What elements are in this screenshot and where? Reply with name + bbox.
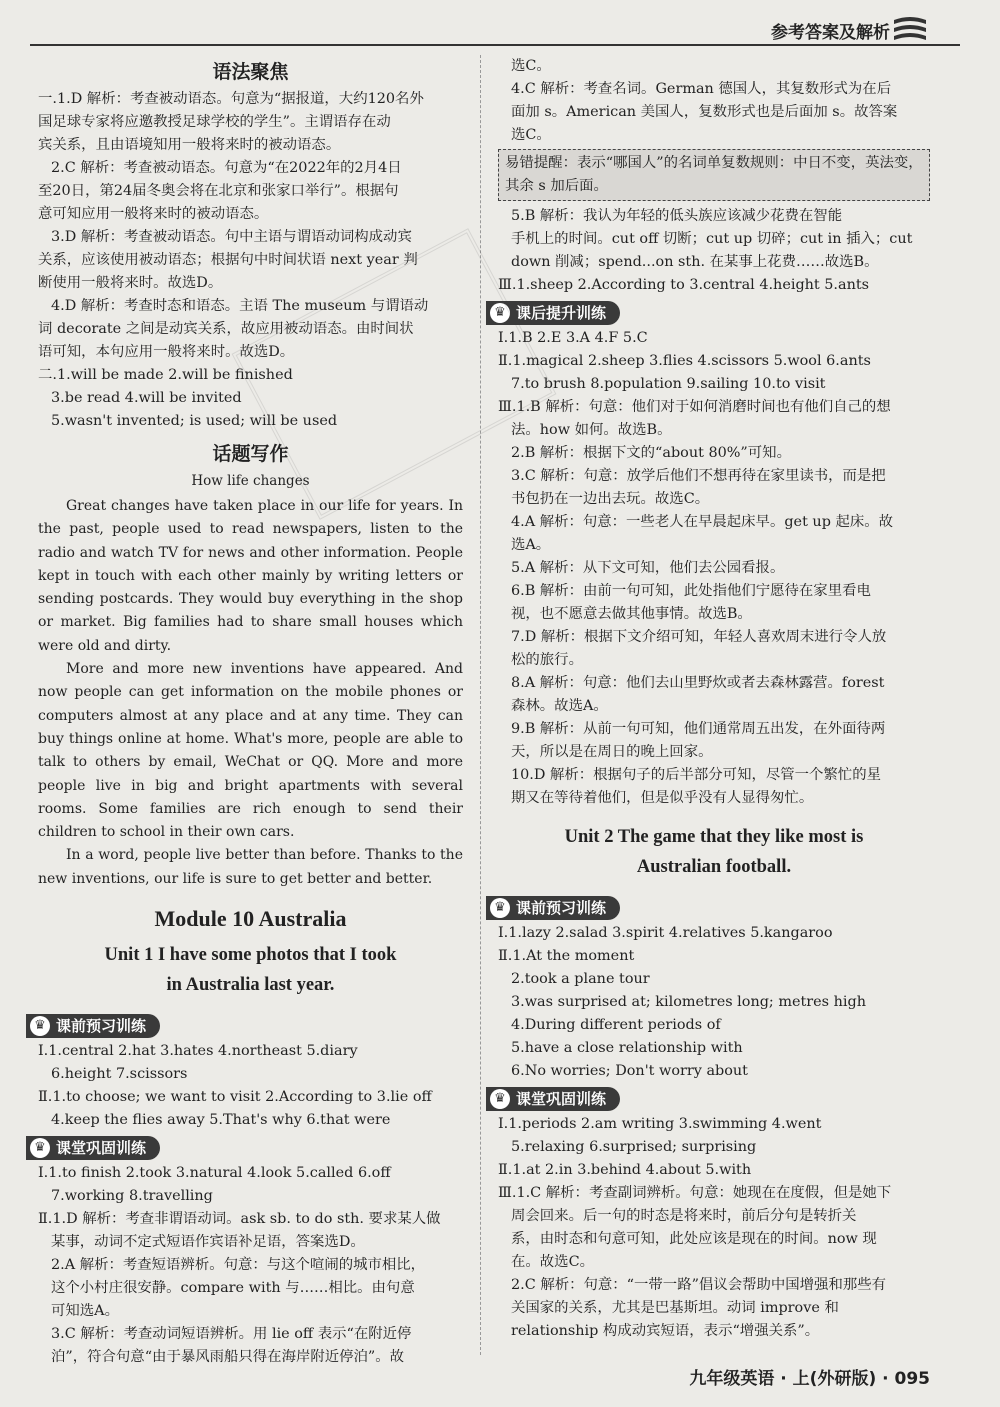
section-banner bbox=[486, 896, 620, 920]
module-title: Module 10 Australia bbox=[154, 906, 347, 932]
banner-label: 课前预习训练 bbox=[56, 1016, 147, 1035]
error-tip-box: 易错提醒：表示“哪国人”的名词单复数规则：中日不变，英法变，其余 s 加后面。 bbox=[498, 149, 930, 201]
answer-line: 某事，动词不定式短语作宾语补足语，答案选D。 bbox=[51, 1234, 365, 1251]
section-banner bbox=[26, 1136, 160, 1160]
answer-line: 5.relaxing 6.surprised; surprising bbox=[511, 1139, 757, 1155]
continued-answers bbox=[498, 55, 930, 147]
class2-answers bbox=[498, 1113, 930, 1343]
answer-line: 森林。故选A。 bbox=[511, 698, 608, 714]
answer-line: 5.A 解析：从下文可知，他们去公园看报。 bbox=[511, 560, 785, 576]
answer-line: 选A。 bbox=[511, 537, 551, 553]
answer-line: 4.C 解析：考查名词。German 德国人，其复数形式为在后 bbox=[511, 81, 892, 97]
crown-icon: ♛ bbox=[30, 1138, 50, 1158]
answer-line: 面加 s。American 美国人，复数形式也是后面加 s。故答案 bbox=[511, 104, 898, 120]
answer-line: 3.C 解析：句意：放学后他们不想再待在家里读书，而是把 bbox=[511, 468, 886, 484]
answer-line: 这个小村庄很安静。compare with 与……相比。由句意 bbox=[51, 1280, 415, 1297]
answer-line: Ⅲ.1.sheep 2.According to 3.central 4.height 5.ants bbox=[498, 277, 870, 293]
section-banner bbox=[486, 301, 620, 325]
answer-line: Ⅱ.1.to choose; we want to visit 2.According to 3.lie off bbox=[38, 1089, 432, 1106]
answer-line: Ⅲ.1.B 解析：句意：他们对于如何消磨时间也有他们自己的想 bbox=[498, 399, 891, 415]
answer-line: down 削减；spend...on sth. 在某事上花费……故选B。 bbox=[511, 254, 879, 270]
unit1-title-line: Unit 1 I have some photos that I took bbox=[104, 945, 397, 966]
answer-line: 3.be read 4.will be invited bbox=[51, 390, 242, 406]
unit2-title-line: Unit 2 The game that they like most is bbox=[564, 827, 864, 847]
answer-line: Ⅱ.1.At the moment bbox=[498, 948, 635, 964]
banner-label: 课后提升训练 bbox=[516, 303, 607, 322]
answer-line: 词 decorate 之间是动宾关系，故应用被动语态。由时间状 bbox=[38, 321, 414, 337]
answer-line: 4.During different periods of bbox=[511, 1017, 721, 1033]
answer-line: 5.have a close relationship with bbox=[511, 1040, 743, 1056]
answer-line: 关系，应该使用被动语态；根据句中时间状语 next year 判 bbox=[38, 252, 418, 268]
unit2-title bbox=[498, 822, 930, 882]
answer-line: relationship 构成动宾短语，表示“增强关系”。 bbox=[511, 1323, 820, 1339]
answer-line: 手机上的时间。cut off 切断；cut up 切碎；cut in 插入；cut bbox=[511, 231, 913, 247]
grammar-answers bbox=[38, 88, 463, 433]
answer-line: 宾关系，且由语境知用一般将来时的被动语态。 bbox=[38, 137, 341, 153]
answer-line: 8.A 解析：句意：他们去山里野炊或者去森林露营。forest bbox=[511, 675, 885, 691]
crown-icon: ♛ bbox=[30, 1016, 50, 1036]
essay-paragraph: In a word, people live better than before. Thanks to the new inventions, our life is sure to get better and better. bbox=[38, 847, 463, 887]
answer-line: 7.working 8.travelling bbox=[51, 1188, 213, 1205]
writing-title: 话题写作 bbox=[212, 443, 289, 465]
crown-icon: ♛ bbox=[490, 1089, 510, 1109]
column-divider bbox=[480, 55, 481, 1355]
left-column bbox=[34, 55, 463, 1369]
answer-line: 4.A 解析：句意：一些老人在早晨起床早。get up 起床。故 bbox=[511, 514, 894, 530]
unit1-title-line: in Australia last year. bbox=[166, 975, 335, 996]
section-banner bbox=[486, 1087, 620, 1111]
class-answers bbox=[38, 1162, 463, 1369]
unit2-title-line: Australian football. bbox=[636, 857, 792, 877]
answer-line: 7.to brush 8.population 9.sailing 10.to visit bbox=[511, 376, 826, 392]
unit1-title bbox=[38, 940, 463, 1000]
answer-line: Ⅲ.1.C 解析：考查副词辨析。句意：她现在在度假，但是她下 bbox=[498, 1185, 892, 1201]
answer-line: 6.height 7.scissors bbox=[51, 1066, 188, 1083]
answer-line: 周会回来。后一句的时态是将来时，前后分句是转折关 bbox=[511, 1208, 857, 1224]
answer-line: 至20日，第24届冬奥会将在北京和张家口举行”。根据句 bbox=[38, 183, 399, 199]
answer-line: 选C。 bbox=[511, 58, 551, 74]
essay bbox=[38, 495, 463, 891]
banner-label: 课堂巩固训练 bbox=[516, 1089, 607, 1108]
answer-line: 6.B 解析：由前一句可知，此处指他们宁愿待在家里看电 bbox=[511, 583, 871, 599]
answer-line: 天，所以是在周日的晚上回家。 bbox=[511, 744, 713, 760]
essay-paragraph: More and more new inventions have appeared. And now people can get information on the mobile phones or computers almost at any place and at any time. They can buy things online at home. What's more, people are able to talk to others by email, WeChat or QQ. More and more people live in big and bright apartments with several rooms. Some families are rich enough to send their children to school in their own cars. bbox=[38, 661, 463, 841]
answer-line: 2.C 解析：考查被动语态。句意为“在2022年的2月4日 bbox=[51, 160, 402, 176]
answer-line: 5.B 解析：我认为年轻的低头族应该减少花费在智能 bbox=[511, 208, 843, 224]
answer-line: 2.took a plane tour bbox=[511, 971, 650, 987]
answer-line: 泊”，符合句意“由于暴风雨船只得在海岸附近停泊”。故 bbox=[51, 1349, 405, 1366]
answer-line: 二.1.will be made 2.will be finished bbox=[38, 367, 293, 383]
answer-line: 6.No worries; Don't worry about bbox=[511, 1063, 748, 1079]
answer-line: 视，也不愿意去做其他事情。故选B。 bbox=[511, 606, 752, 622]
answer-line: 2.B 解析：根据下文的“about 80%”可知。 bbox=[511, 445, 791, 461]
answer-line: 关国家的关系，尤其是巴基斯坦。动词 improve 和 bbox=[511, 1300, 839, 1316]
answer-line: 一.1.D 解析：考查被动语态。句意为“据报道，大约120名外 bbox=[38, 91, 424, 107]
answer-line: 2.C 解析：句意：“一带一路”倡议会帮助中国增强和那些有 bbox=[511, 1277, 887, 1293]
answer-line: 系，由时态和句意可知，此处应该是现在的时间。now 现 bbox=[511, 1231, 877, 1247]
answer-line: 期又在等待着他们，但是似乎没有人显得匆忙。 bbox=[511, 790, 814, 806]
answer-line: 10.D 解析：根据句子的后半部分可知，尽管一个繁忙的星 bbox=[511, 767, 881, 783]
banner-label: 课前预习训练 bbox=[516, 898, 607, 917]
answer-line: 选C。 bbox=[511, 127, 551, 143]
answer-line: 4.D 解析：考查时态和语态。主语 The museum 与谓语动 bbox=[51, 298, 429, 314]
header-title: 参考答案及解析 bbox=[771, 23, 890, 43]
after-answers bbox=[498, 327, 930, 810]
header-rule bbox=[30, 44, 960, 46]
mid-answers bbox=[498, 205, 930, 297]
answer-line: Ⅱ.1.at 2.in 3.behind 4.about 5.with bbox=[498, 1162, 752, 1178]
answer-line: Ⅱ.1.magical 2.sheep 3.flies 4.scissors 5.wool 6.ants bbox=[498, 353, 871, 369]
banner-label: 课堂巩固训练 bbox=[56, 1138, 147, 1157]
answer-line: 3.D 解析：考查被动语态。句中主语与谓语动词构成动宾 bbox=[51, 229, 412, 245]
answer-line: 7.D 解析：根据下文介绍可知，年轻人喜欢周末进行令人放 bbox=[511, 629, 887, 645]
essay-paragraph: Great changes have taken place in our life for years. In the past, people used to read newspapers, listen to the radio and watch TV for news and other information. People kept in touch with each other mainly by writing letters or sending postcards. They would buy everything in the shop or market. Big families had to share small houses which were old and dirty. bbox=[38, 498, 463, 654]
answer-line: 2.A 解析：考查短语辨析。句意：与这个喧闹的城市相比， bbox=[51, 1257, 426, 1274]
answer-line: 松的旅行。 bbox=[511, 652, 583, 668]
answer-line: 3.was surprised at; kilometres long; metres high bbox=[511, 994, 866, 1010]
answer-line: Ⅰ.1.B 2.E 3.A 4.F 5.C bbox=[498, 330, 648, 346]
answer-line: 国足球专家将应邀教授足球学校的学生”。主谓语存在动 bbox=[38, 114, 391, 130]
answer-line: 可知选A。 bbox=[51, 1303, 119, 1320]
pre-answers bbox=[38, 1040, 463, 1132]
answer-line: Ⅱ.1.D 解析：考查非谓语动词。ask sb. to do sth. 要求某人做 bbox=[38, 1211, 441, 1228]
page-footer: 九年级英语 · 上(外研版) · 095 bbox=[689, 1369, 930, 1389]
answer-line: 语可知，本句应用一般将来时。故选D。 bbox=[38, 344, 295, 360]
answer-line: 4.keep the flies away 5.That's why 6.that were bbox=[51, 1112, 391, 1129]
grammar-title: 语法聚焦 bbox=[212, 61, 289, 83]
pre2-answers bbox=[498, 922, 930, 1083]
answer-line: Ⅰ.1.periods 2.am writing 3.swimming 4.went bbox=[498, 1116, 822, 1132]
answer-line: Ⅰ.1.central 2.hat 3.hates 4.northeast 5.diary bbox=[38, 1043, 358, 1060]
crown-icon: ♛ bbox=[490, 303, 510, 323]
essay-title: How life changes bbox=[191, 473, 310, 489]
answer-line: Ⅰ.1.to finish 2.took 3.natural 4.look 5.called 6.off bbox=[38, 1165, 391, 1182]
answer-line: 在。故选C。 bbox=[511, 1254, 594, 1270]
answer-line: Ⅰ.1.lazy 2.salad 3.spirit 4.relatives 5.kangaroo bbox=[498, 925, 833, 941]
answer-line: 5.wasn't invented; is used; will be used bbox=[51, 413, 338, 429]
answer-line: 断使用一般将来时。故选D。 bbox=[38, 275, 223, 291]
crown-icon: ♛ bbox=[490, 898, 510, 918]
answer-line: 法。how 如何。故选B。 bbox=[511, 422, 672, 438]
answer-line: 3.C 解析：考查动词短语辨析。用 lie off 表示“在附近停 bbox=[51, 1326, 412, 1343]
right-column bbox=[494, 55, 930, 1343]
answer-line: 意可知应用一般将来时的被动语态。 bbox=[38, 206, 269, 222]
section-banner bbox=[26, 1014, 160, 1038]
answer-line: 书包扔在一边出去玩。故选C。 bbox=[511, 491, 710, 507]
answer-line: 9.B 解析：从前一句可知，他们通常周五出发，在外面待两 bbox=[511, 721, 886, 737]
